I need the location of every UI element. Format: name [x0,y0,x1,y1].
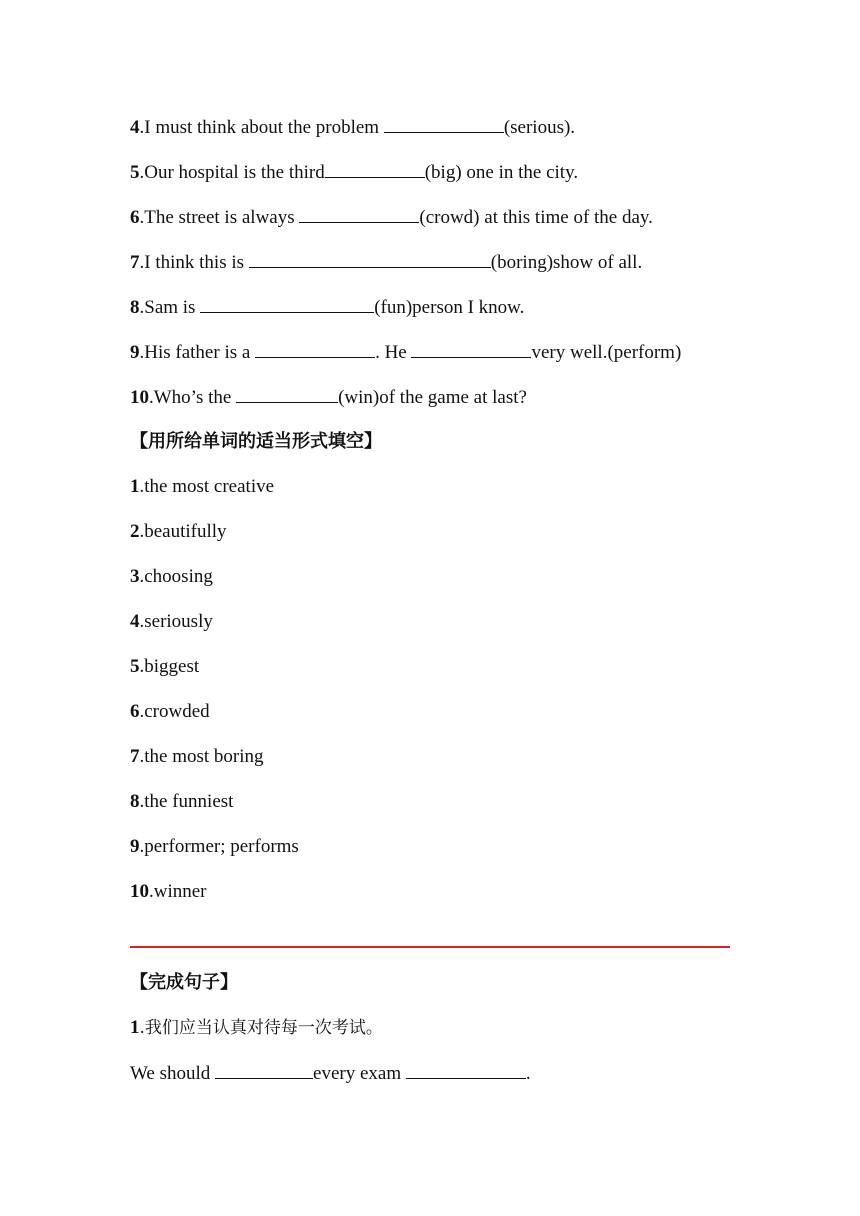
question-number: 6 [130,207,140,228]
answers-heading: 【用所给单词的适当形式填空】 [130,431,382,452]
question-number: 9 [130,342,140,363]
question-number: 8 [130,297,140,318]
answer-text: .choosing [139,566,213,587]
question-number: 4 [130,117,140,138]
answer-blank[interactable] [236,385,338,403]
answer-blank[interactable] [255,340,375,358]
section-divider [130,946,730,948]
question-hint: (win)of the game at last? [338,387,527,408]
answer-blank[interactable] [200,295,374,313]
answer-blank[interactable] [325,160,425,178]
question-hint: (boring)show of all. [490,252,643,273]
question-text: .I must think about the problem [139,117,384,138]
question-hint: (serious). [503,117,576,138]
sentence-text-mid: every exam [313,1063,406,1084]
sentence-text-start: We should [130,1063,216,1084]
sentence-text-end: . [525,1063,531,1084]
question-hint: (crowd) at this time of the day. [419,207,653,228]
question-7 [130,250,642,275]
answer-number: 3 [130,566,140,587]
question-text: .Sam is [139,297,201,318]
answer-blank[interactable] [299,205,419,223]
answer-number: 7 [130,746,140,767]
answer-text: .the most boring [139,746,264,767]
answer-item [130,610,213,634]
question-9 [130,340,681,365]
answer-text: .winner [149,881,207,902]
sentence-chinese-text: .我们应当认真对待每一次考试。 [139,1018,383,1038]
answer-item [130,520,227,544]
answer-item [130,880,207,904]
answer-number: 9 [130,836,140,857]
sentence-prompt-1 [130,1016,383,1040]
answer-item [130,790,233,814]
answer-item [130,745,264,769]
answer-item [130,565,213,589]
question-number: 5 [130,162,140,183]
question-8 [130,295,524,320]
question-4 [130,115,575,140]
question-5 [130,160,578,185]
sentence-english-1 [130,1061,531,1086]
answer-blank[interactable] [384,115,504,133]
question-text: .His father is a [139,342,256,363]
answer-text: .performer; performs [139,836,299,857]
answer-number: 2 [130,521,140,542]
answer-blank[interactable] [406,1061,526,1079]
answer-text: .seriously [139,611,213,632]
question-hint: (fun)person I know. [374,297,525,318]
answer-text: .biggest [139,656,200,677]
question-10 [130,385,527,410]
question-text-2: . He [375,342,412,363]
question-number: 7 [130,252,140,273]
question-text: .Our hospital is the third [139,162,325,183]
answer-blank[interactable] [411,340,531,358]
answer-item [130,835,299,859]
answer-blank[interactable] [249,250,491,268]
question-number: 10 [130,387,149,408]
answer-text: .the funniest [139,791,234,812]
sentence-number: 1 [130,1017,140,1038]
answer-number: 8 [130,791,140,812]
question-6 [130,205,653,230]
answer-item [130,700,210,724]
question-text: .I think this is [139,252,249,273]
question-text: .Who’s the [149,387,237,408]
answer-text: .crowded [139,701,210,722]
complete-sentences-heading: 【完成句子】 [130,972,238,993]
answer-number: 4 [130,611,140,632]
question-hint: very well.(perform) [531,342,682,363]
answer-number: 1 [130,476,140,497]
answer-item [130,475,274,499]
question-hint: (big) one in the city. [424,162,579,183]
answer-item [130,655,199,679]
question-text: .The street is always [139,207,300,228]
answer-number: 5 [130,656,140,677]
answer-number: 6 [130,701,140,722]
answer-text: .the most creative [139,476,275,497]
answer-number: 10 [130,881,149,902]
answer-blank[interactable] [215,1061,313,1079]
answer-text: .beautifully [139,521,227,542]
